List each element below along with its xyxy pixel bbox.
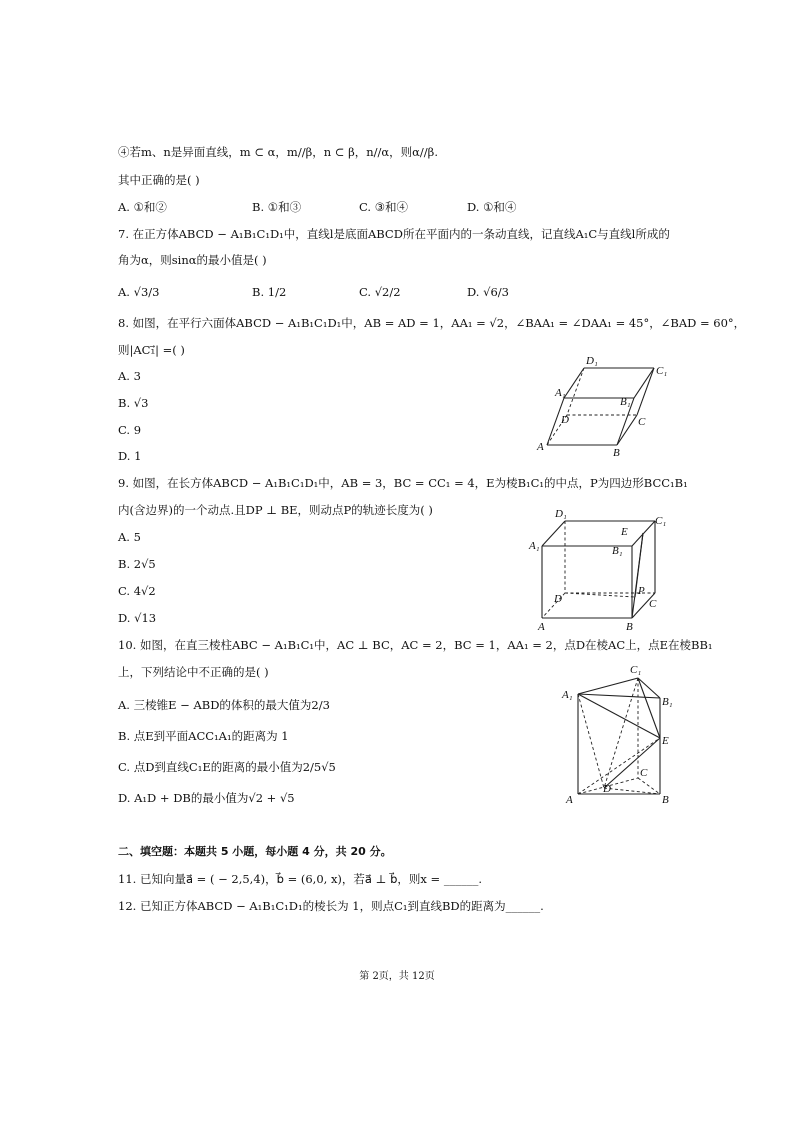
q8-parallelepiped-figure (535, 350, 675, 460)
q9-line1: 9. 如图，在长方体ABCD − A₁B₁C₁D₁中，AB = 3，BC = CC₁ = 4，E为棱B₁C₁的中点，P为四边形BCC₁B₁ (118, 476, 688, 490)
q9-label-c: C (649, 598, 657, 610)
q10-label-a1: A₁ (562, 689, 573, 701)
q10-label-c1: C₁ (630, 664, 642, 676)
q6-option-c: C. ③和④ (359, 200, 409, 214)
q8-label-b: B (613, 447, 620, 459)
q8-option-c: C. 9 (118, 423, 142, 437)
q9-label-b1: B₁ (612, 545, 623, 557)
q8-label-a: A (537, 441, 544, 453)
q6-stem: 其中正确的是( ) (118, 173, 200, 187)
q8-label-c1: C₁ (656, 365, 668, 377)
q9-label-e: E (621, 526, 628, 538)
q6-item4: ④若m、n是异面直线，m ⊂ α，m//β，n ⊂ β，n//α，则α//β. (118, 145, 438, 159)
q9-label-c1: C₁ (655, 515, 667, 527)
q8-label-d1: D₁ (586, 355, 598, 367)
q8-label-d: D (561, 414, 569, 426)
q9-label-a1: A₁ (529, 540, 540, 552)
q9-label-d: D (554, 593, 562, 605)
q8-line1: 8. 如图，在平行六面体ABCD − A₁B₁C₁D₁中，AB = AD = 1，AA₁ = √2，∠BAA₁ = ∠DAA₁ = 45°，∠BAD = 60°， (118, 316, 746, 330)
q10-label-b1: B₁ (662, 696, 673, 708)
q10-option-d: D. A₁D + DB的最小值为√2 + √5 (118, 791, 295, 805)
q9-label-d1: D₁ (555, 508, 567, 520)
q9-option-a: A. 5 (118, 530, 141, 544)
q7-option-b: B. 1/2 (252, 285, 287, 299)
q11: 11. 已知向量a⃗ = ( − 2,5,4)，b⃗ = (6,0, x)，若a⃗ ⊥ b⃗，则x = ______. (118, 872, 482, 886)
q7-line1: 7. 在正方体ABCD − A₁B₁C₁D₁中，直线l是底面ABCD所在平面内的一条动直线，记直线A₁C与直线l所成的 (118, 227, 670, 241)
q9-label-a: A (538, 621, 545, 633)
q7-option-a: A. √3/3 (118, 285, 160, 299)
q7-line2: 角为α，则sinα的最小值是( ) (118, 253, 267, 267)
q9-option-c: C. 4√2 (118, 584, 156, 598)
q8-label-b1: B₁ (620, 396, 631, 408)
q6-option-b: B. ①和③ (252, 200, 302, 214)
q9-cuboid-figure (525, 505, 675, 633)
q10-option-b: B. 点E到平面ACC₁A₁的距离为 1 (118, 729, 289, 743)
q8-label-c: C (638, 416, 646, 428)
q8-line2: 则|AC₁⃗| =( ) (118, 343, 185, 357)
q8-option-b: B. √3 (118, 396, 149, 410)
q10-option-c: C. 点D到直线C₁E的距离的最小值为2/5√5 (118, 760, 336, 774)
q10-label-c: C (640, 767, 648, 779)
q7-option-d: D. √6/3 (467, 285, 509, 299)
q9-label-b: B (626, 621, 633, 633)
q9-line2: 内(含边界)的一个动点.且DP ⊥ BE，则动点P的轨迹长度为( ) (118, 503, 433, 517)
q9-option-b: B. 2√5 (118, 557, 156, 571)
q8-option-a: A. 3 (118, 369, 141, 383)
q10-label-e: E (662, 735, 669, 747)
q9-label-p: P (638, 585, 645, 597)
q8-label-a1: A₁ (555, 387, 566, 399)
section-fill-in-title: 二、填空题：本题共 5 小题，每小题 4 分，共 20 分。 (118, 845, 392, 858)
q12: 12. 已知正方体ABCD − A₁B₁C₁D₁的棱长为 1，则点C₁到直线BD的距离为______. (118, 899, 544, 913)
q10-option-a: A. 三棱锥E − ABD的体积的最大值为2/3 (118, 698, 330, 712)
q10-prism-figure (560, 660, 685, 810)
q10-line2: 上，下列结论中不正确的是( ) (118, 665, 269, 679)
q10-line1: 10. 如图，在直三棱柱ABC − A₁B₁C₁中，AC ⊥ BC，AC = 2，BC = 1，AA₁ = 2，点D在棱AC上，点E在棱BB₁ (118, 638, 713, 652)
q10-label-b: B (662, 794, 669, 806)
q8-option-d: D. 1 (118, 449, 142, 463)
q9-option-d: D. √13 (118, 611, 157, 625)
q6-option-a: A. ①和② (118, 200, 167, 214)
q10-label-a: A (566, 794, 573, 806)
q6-option-d: D. ①和④ (467, 200, 517, 214)
q10-label-d: D (603, 783, 611, 795)
page-footer: 第 2页，共 12页 (359, 971, 435, 982)
q7-option-c: C. √2/2 (359, 285, 401, 299)
